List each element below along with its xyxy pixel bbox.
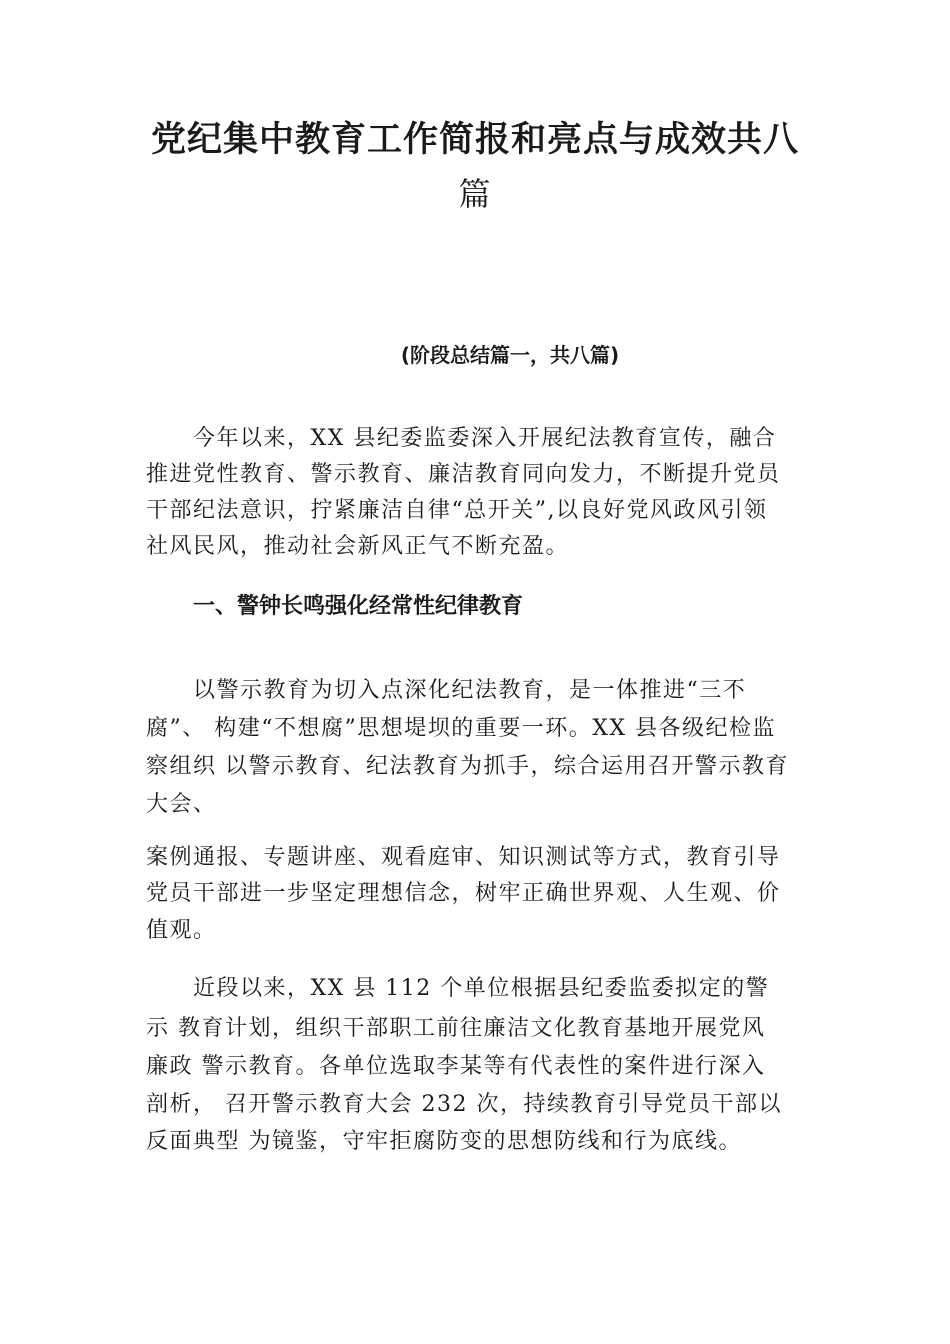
paragraph-1-line: 推进党性教育、警示教育、廉洁教育同向发力，不断提升党员 xyxy=(146,462,781,487)
paragraph-2-line: 大会、 xyxy=(146,792,217,817)
paragraph-4-line: 剖析， 召开警示教育大会 232 次，持续教育引导党员干部以 xyxy=(146,1092,782,1117)
paragraph-2-line: 腐”、 构建“不想腐”思想堤坝的重要一环。XX 县各级纪检监 xyxy=(146,716,777,741)
paragraph-4-line: 反面典型 为镜鉴，守牢拒腐防变的思想防线和行为底线。 xyxy=(146,1129,742,1154)
paragraph-1-line: 干部纪法意识，拧紧廉洁自律“总开关”,以良好党风政风引领 xyxy=(146,498,768,523)
document-title-line-1: 党纪集中教育工作简报和亮点与成效共八 xyxy=(150,119,799,160)
paragraph-3-line: 党员干部进一步坚定理想信念，树牢正确世界观、人生观、价 xyxy=(146,881,781,906)
paragraph-3-line: 案例通报、专题讲座、观看庭审、知识测试等方式，教育引导 xyxy=(146,845,781,870)
document-title-line-2: 篇 xyxy=(458,175,492,213)
section-heading-1: 一、警钟长鸣强化经常性纪律教育 xyxy=(193,594,524,619)
paragraph-1-line: 今年以来，XX 县纪委监委深入开展纪法教育宣传，融合 xyxy=(193,426,777,451)
paragraph-1-line: 社风民风，推动社会新风正气不断充盈。 xyxy=(146,534,570,559)
paragraph-2-line: 察组织 以警示教育、纪法教育为抓手，综合运用召开警示教育 xyxy=(146,754,789,779)
paragraph-3-line: 值观。 xyxy=(146,918,217,943)
paragraph-4-line: 廉政 警示教育。各单位选取李某等有代表性的案件进行深入 xyxy=(146,1054,766,1079)
paragraph-4-line: 示 教育计划，组织干部职工前往廉洁文化教育基地开展党风 xyxy=(146,1016,766,1041)
paragraph-2-line: 以警示教育为切入点深化纪法教育，是一体推进“三不 xyxy=(193,678,747,703)
paragraph-4-line: 近段以来，XX 县 112 个单位根据县纪委监委拟定的警 xyxy=(193,976,770,1001)
document-subtitle: (阶段总结篇一，共八篇) xyxy=(400,343,620,367)
